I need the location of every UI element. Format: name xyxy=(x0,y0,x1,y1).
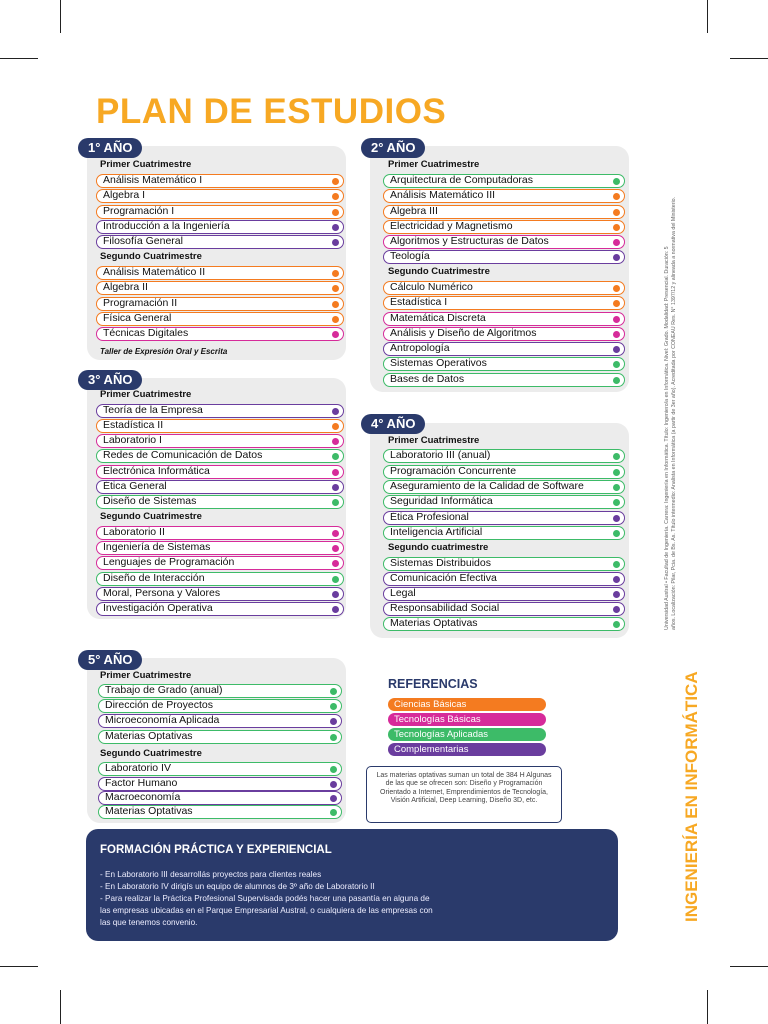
subject-name: Comunicación Efectiva xyxy=(390,572,497,584)
category-dot-icon xyxy=(332,193,339,200)
subject-item xyxy=(96,220,344,234)
year-badge: 2° AÑO xyxy=(361,138,425,158)
subject-name: Inteligencia Artificial xyxy=(390,526,483,538)
subject-item xyxy=(383,526,625,540)
category-dot-icon xyxy=(613,209,620,216)
subject-item xyxy=(383,205,625,219)
semester-heading: Segundo Cuatrimestre xyxy=(100,251,202,262)
subject-item xyxy=(96,297,344,311)
subject-item xyxy=(98,699,342,713)
subject-name: Filosofía General xyxy=(103,235,183,247)
subject-item xyxy=(383,189,625,203)
subject-item xyxy=(98,714,342,728)
subject-name: Técnicas Digitales xyxy=(103,327,189,339)
subject-item xyxy=(383,342,625,356)
semester-heading: Primer Cuatrimestre xyxy=(388,159,480,170)
subject-name: Sistemas Operativos xyxy=(390,357,487,369)
fine-print-line: años. Localización: Pilar, Pcia. de Bs. As. Título intermedio: Analista en Informática (a partir de 3er año). Acreditada por CONEAU Res. N° 1397/12 y alineada a normativa del Ministerio. xyxy=(671,196,677,630)
subject-item xyxy=(96,205,344,219)
category-dot-icon xyxy=(613,239,620,246)
category-dot-icon xyxy=(330,718,337,725)
category-dot-icon xyxy=(613,178,620,185)
subject-item xyxy=(96,602,344,616)
category-dot-icon xyxy=(332,591,339,598)
subject-item xyxy=(383,357,625,371)
category-dot-icon xyxy=(332,545,339,552)
subject-name: Materias Optativas xyxy=(105,730,193,742)
subject-item xyxy=(383,220,625,234)
subject-item xyxy=(383,617,625,631)
practical-training-line: - Para realizar la Práctica Profesional Supervisada podés hacer una pasantía en alguna de xyxy=(100,894,430,903)
semester-heading: Primer Cuatrimestre xyxy=(100,670,192,681)
category-dot-icon xyxy=(332,469,339,476)
reference-complementarias: Complementarias xyxy=(388,743,546,756)
subject-item xyxy=(96,526,344,540)
subject-name: Aseguramiento de la Calidad de Software xyxy=(390,480,584,492)
crop-mark xyxy=(730,966,768,967)
category-dot-icon xyxy=(332,560,339,567)
category-dot-icon xyxy=(332,301,339,308)
subject-item xyxy=(383,449,625,463)
subject-item xyxy=(96,419,344,433)
category-dot-icon xyxy=(613,606,620,613)
year-badge: 1° AÑO xyxy=(78,138,142,158)
subject-item xyxy=(383,174,625,188)
category-dot-icon xyxy=(613,331,620,338)
category-dot-icon xyxy=(332,576,339,583)
subject-item xyxy=(98,684,342,698)
subject-name: Materias Optativas xyxy=(390,617,478,629)
category-dot-icon xyxy=(613,621,620,628)
reference-ciencias-basicas: Ciencias Básicas xyxy=(388,698,546,711)
crop-mark xyxy=(707,990,708,1024)
category-dot-icon xyxy=(613,316,620,323)
subject-item xyxy=(383,602,625,616)
category-dot-icon xyxy=(332,331,339,338)
category-dot-icon xyxy=(330,795,337,802)
subject-name: Álgebra I xyxy=(103,189,146,201)
practical-training-box xyxy=(86,829,618,941)
subject-name: Teoría de la Empresa xyxy=(103,404,203,416)
subject-item xyxy=(383,480,625,494)
category-dot-icon xyxy=(613,193,620,200)
subject-name: Programación Concurrente xyxy=(390,465,517,477)
subject-item xyxy=(98,730,342,744)
category-dot-icon xyxy=(613,285,620,292)
practical-training-line: - En Laboratorio III desarrollás proyectos para clientes reales xyxy=(100,870,322,879)
category-dot-icon xyxy=(332,484,339,491)
category-dot-icon xyxy=(330,688,337,695)
category-dot-icon xyxy=(613,224,620,231)
subject-name: Matemática Discreta xyxy=(390,312,486,324)
reference-tecnologias-basicas: Tecnologías Básicas xyxy=(388,713,546,726)
category-dot-icon xyxy=(613,484,620,491)
side-title: INGENIERÍA EN INFORMÁTICA xyxy=(682,671,701,922)
subject-item xyxy=(96,266,344,280)
workshop-note: Taller de Expresión Oral y Escrita xyxy=(100,347,228,356)
subject-item xyxy=(96,189,344,203)
subject-name: Electrónica Informática xyxy=(103,465,210,477)
electives-note: Las materias optativas suman un total de 384 H Algunas de las que se ofrecen son: Diseño y Programación Orientado a Internet, Emprendimientos de Tecnología, Visión Artificial, Deep Learning, Diseño 3D, etc. xyxy=(366,766,562,823)
category-dot-icon xyxy=(613,515,620,522)
subject-item xyxy=(383,495,625,509)
subject-name: Laboratorio III (anual) xyxy=(390,449,491,461)
subject-item xyxy=(383,511,625,525)
subject-item xyxy=(383,250,625,264)
page-title: PLAN DE ESTUDIOS xyxy=(96,92,447,131)
subject-name: Trabajo de Grado (anual) xyxy=(105,684,223,696)
subject-name: Análisis Matemático III xyxy=(390,189,496,201)
references-title: REFERENCIAS xyxy=(388,677,478,691)
semester-heading: Segundo Cuatrimestre xyxy=(100,511,202,522)
subject-name: Programación I xyxy=(103,205,175,217)
category-dot-icon xyxy=(613,346,620,353)
category-dot-icon xyxy=(332,224,339,231)
subject-name: Redes de Comunicación de Datos xyxy=(103,449,263,461)
category-dot-icon xyxy=(332,423,339,430)
subject-name: Diseño de Sistemas xyxy=(103,495,197,507)
subject-name: Materias Optativas xyxy=(105,805,193,817)
category-dot-icon xyxy=(613,561,620,568)
category-dot-icon xyxy=(332,178,339,185)
subject-name: Programación II xyxy=(103,297,178,309)
category-dot-icon xyxy=(613,254,620,261)
crop-mark xyxy=(0,966,38,967)
subject-name: Análisis y Diseño de Algoritmos xyxy=(390,327,537,339)
category-dot-icon xyxy=(613,453,620,460)
subject-item xyxy=(96,556,344,570)
subject-item xyxy=(96,404,344,418)
subject-item xyxy=(96,327,344,341)
crop-mark xyxy=(730,58,768,59)
subject-item xyxy=(383,235,625,249)
category-dot-icon xyxy=(332,270,339,277)
subject-name: Laboratorio IV xyxy=(105,762,171,774)
subject-name: Seguridad Informática xyxy=(390,495,493,507)
category-dot-icon xyxy=(613,361,620,368)
subject-item xyxy=(98,805,342,819)
category-dot-icon xyxy=(332,438,339,445)
subject-item xyxy=(96,495,344,509)
year-badge: 3° AÑO xyxy=(78,370,142,390)
subject-item xyxy=(98,762,342,776)
subject-item xyxy=(96,572,344,586)
subject-name: Física General xyxy=(103,312,172,324)
subject-item xyxy=(383,327,625,341)
subject-item xyxy=(383,296,625,310)
subject-item xyxy=(383,465,625,479)
subject-name: Ética Profesional xyxy=(390,511,469,523)
subject-item xyxy=(383,312,625,326)
category-dot-icon xyxy=(613,499,620,506)
subject-name: Factor Humano xyxy=(105,777,178,789)
category-dot-icon xyxy=(330,781,337,788)
subject-name: Sistemas Distribuidos xyxy=(390,557,491,569)
category-dot-icon xyxy=(613,591,620,598)
year-badge: 4° AÑO xyxy=(361,414,425,434)
fine-print-line: Universidad Austral • Facultad de Ingeniería. Carrera: Ingeniería en Informática. Título: Ingeniero/a en Informática. Nivel: Grado. Modalidad: Presencial. Duración: 5 xyxy=(664,246,670,630)
category-dot-icon xyxy=(330,734,337,741)
subject-name: Arquitectura de Computadoras xyxy=(390,174,533,186)
subject-name: Moral, Persona y Valores xyxy=(103,587,221,599)
category-dot-icon xyxy=(613,300,620,307)
category-dot-icon xyxy=(332,453,339,460)
subject-name: Antropología xyxy=(390,342,450,354)
subject-item xyxy=(383,373,625,387)
subject-item xyxy=(96,235,344,249)
practical-training-line: las empresas ubicadas en el Parque Empresarial Austral, o cualquiera de las empresas con xyxy=(100,906,433,915)
category-dot-icon xyxy=(613,530,620,537)
category-dot-icon xyxy=(332,408,339,415)
crop-mark xyxy=(60,990,61,1024)
subject-name: Legal xyxy=(390,587,416,599)
subject-item xyxy=(96,587,344,601)
crop-mark xyxy=(0,58,38,59)
crop-mark xyxy=(60,0,61,33)
semester-heading: Segundo Cuatrimestre xyxy=(100,748,202,759)
subject-name: Algoritmos y Estructuras de Datos xyxy=(390,235,549,247)
semester-heading: Primer Cuatrimestre xyxy=(388,435,480,446)
practical-training-line: las que tenemos convenio. xyxy=(100,918,198,927)
category-dot-icon xyxy=(332,239,339,246)
subject-name: Análisis Matemático I xyxy=(103,174,203,186)
subject-item xyxy=(96,541,344,555)
subject-name: Laboratorio I xyxy=(103,434,162,446)
subject-item xyxy=(98,791,342,805)
subject-item xyxy=(96,465,344,479)
crop-mark xyxy=(707,0,708,33)
category-dot-icon xyxy=(330,766,337,773)
subject-name: Dirección de Proyectos xyxy=(105,699,213,711)
category-dot-icon xyxy=(330,703,337,710)
category-dot-icon xyxy=(332,530,339,537)
category-dot-icon xyxy=(332,606,339,613)
category-dot-icon xyxy=(332,316,339,323)
semester-heading: Primer Cuatrimestre xyxy=(100,389,192,400)
category-dot-icon xyxy=(332,499,339,506)
category-dot-icon xyxy=(613,377,620,384)
semester-heading: Segundo Cuatrimestre xyxy=(388,266,490,277)
subject-name: Estadística II xyxy=(103,419,164,431)
subject-name: Álgebra II xyxy=(103,281,148,293)
subject-name: Lenguajes de Programación xyxy=(103,556,235,568)
subject-name: Electricidad y Magnetismo xyxy=(390,220,513,232)
category-dot-icon xyxy=(332,285,339,292)
subject-item xyxy=(96,174,344,188)
fine-print xyxy=(664,110,678,630)
category-dot-icon xyxy=(332,209,339,216)
subject-item xyxy=(96,281,344,295)
category-dot-icon xyxy=(613,576,620,583)
subject-item xyxy=(96,449,344,463)
subject-item xyxy=(383,281,625,295)
semester-heading: Segundo cuatrimestre xyxy=(388,542,489,553)
subject-name: Análisis Matemático II xyxy=(103,266,206,278)
subject-item xyxy=(383,587,625,601)
category-dot-icon xyxy=(613,469,620,476)
subject-item xyxy=(383,557,625,571)
subject-item xyxy=(98,777,342,791)
subject-name: Microeconomía Aplicada xyxy=(105,714,220,726)
year-badge: 5° AÑO xyxy=(78,650,142,670)
subject-name: Ingeniería de Sistemas xyxy=(103,541,211,553)
subject-name: Estadística I xyxy=(390,296,448,308)
subject-name: Introducción a la Ingeniería xyxy=(103,220,230,232)
subject-item xyxy=(383,572,625,586)
subject-name: Bases de Datos xyxy=(390,373,465,385)
semester-heading: Primer Cuatrimestre xyxy=(100,159,192,170)
subject-name: Álgebra III xyxy=(390,205,438,217)
subject-name: Responsabilidad Social xyxy=(390,602,500,614)
subject-name: Laboratorio II xyxy=(103,526,165,538)
practical-training-line: - En Laboratorio IV dirigís un equipo de alumnos de 3º año de Laboratorio II xyxy=(100,882,375,891)
subject-name: Macroeconomía xyxy=(105,791,181,803)
subject-item xyxy=(96,480,344,494)
subject-item xyxy=(96,312,344,326)
subject-name: Ética General xyxy=(103,480,167,492)
subject-name: Cálculo Numérico xyxy=(390,281,473,293)
subject-name: Teología xyxy=(390,250,430,262)
subject-name: Investigación Operativa xyxy=(103,602,213,614)
reference-tecnologias-aplicadas: Tecnologías Aplicadas xyxy=(388,728,546,741)
practical-training-title: FORMACIÓN PRÁCTICA Y EXPERIENCIAL xyxy=(100,844,332,856)
subject-item xyxy=(96,434,344,448)
subject-name: Diseño de Interacción xyxy=(103,572,205,584)
category-dot-icon xyxy=(330,809,337,816)
